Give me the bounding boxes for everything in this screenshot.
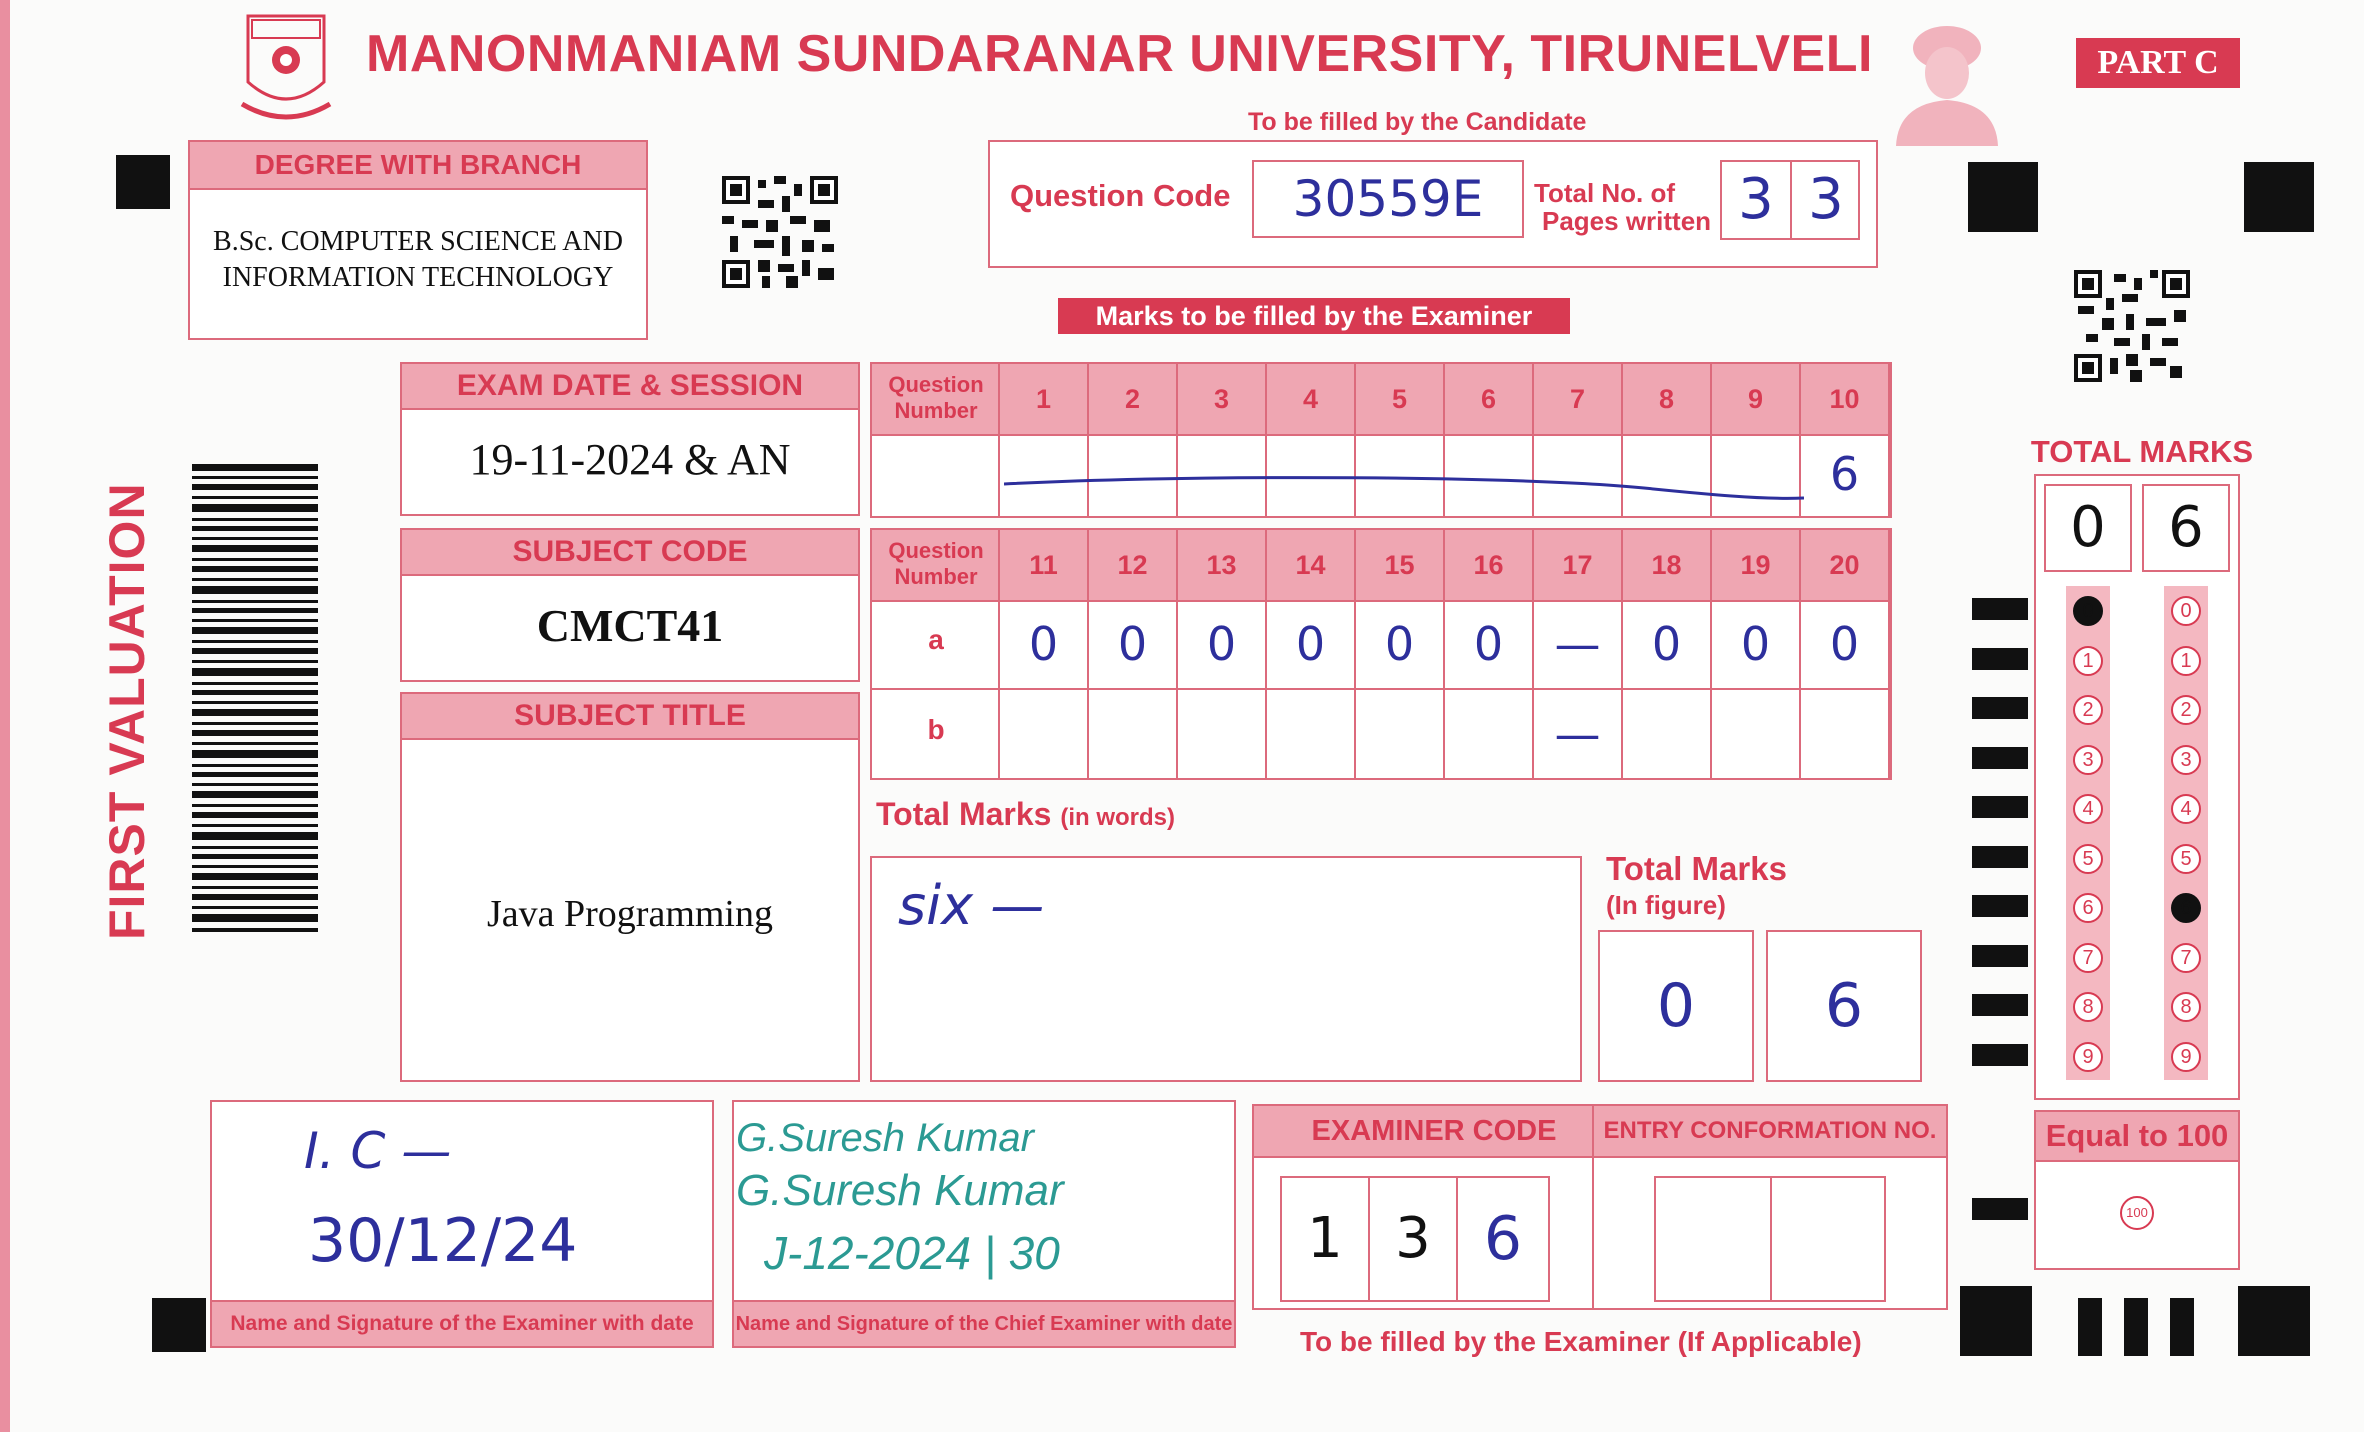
university-title: MANONMANIAM SUNDARANAR UNIVERSITY, TIRUNELVELI <box>366 25 1873 83</box>
total-figure-digit-box <box>1598 930 1754 1082</box>
total-words-box <box>870 856 1582 1082</box>
pages-label-line1: Total No. of <box>1534 178 1676 208</box>
question-number: 8 <box>1658 384 1675 414</box>
mark-cell[interactable]: — <box>1554 617 1601 671</box>
omr-digit: 0 <box>2070 495 2106 560</box>
timing-mark <box>1972 747 2028 769</box>
omr-digit-box <box>2044 484 2132 572</box>
subject-title-box <box>400 692 860 1082</box>
mark-cell[interactable]: 0 <box>1829 617 1860 671</box>
entry-conf-label: ENTRY CONFORMATION NO. <box>1594 1106 1946 1158</box>
question-code-label: Question Code <box>1010 178 1231 213</box>
registration-mark <box>116 155 170 209</box>
question-number: 1 <box>1035 384 1052 414</box>
entry-conf-digit <box>1772 1178 1884 1300</box>
timing-mark <box>1972 846 2028 868</box>
mark-cell[interactable]: — <box>1554 707 1601 761</box>
omr-bubble[interactable]: 4 <box>2171 794 2201 824</box>
timing-mark <box>1972 697 2028 719</box>
barcode <box>192 464 318 934</box>
entry-conf-digits <box>1654 1176 1886 1302</box>
omr-bubble[interactable]: 7 <box>2171 943 2201 973</box>
timing-bar <box>2078 1298 2102 1356</box>
omr-bubble[interactable]: 0 <box>2171 596 2201 626</box>
candidate-note: To be filled by the Candidate <box>1248 108 1587 136</box>
exam-date-box <box>400 362 860 516</box>
grid-line <box>1888 530 1890 778</box>
question-number: 10 <box>1829 384 1860 414</box>
timing-mark <box>1972 945 2028 967</box>
examiner-date: 30/12/24 <box>308 1206 578 1276</box>
table1-qlabel-1: Question <box>888 372 984 397</box>
mark-cell[interactable]: 0 <box>1740 617 1771 671</box>
examiner-signature: I. C — <box>304 1122 452 1180</box>
timing-mark <box>1972 1198 2028 1220</box>
chief-signature-box <box>732 1100 1236 1348</box>
registration-mark <box>152 1298 206 1352</box>
omr-bubble[interactable]: 9 <box>2073 1042 2103 1072</box>
footer-note: To be filled by the Examiner (If Applicable) <box>1300 1326 1862 1357</box>
part-badge: PART C <box>2076 38 2240 88</box>
timing-bar <box>2170 1298 2194 1356</box>
total-words-label <box>876 796 1175 833</box>
question-number: 14 <box>1295 550 1326 580</box>
bubble-100: 100 <box>2120 1196 2154 1230</box>
omr-bubble[interactable]: 7 <box>2073 943 2103 973</box>
equal-100-box <box>2034 1110 2240 1270</box>
omr-bubble[interactable]: 6 <box>2073 893 2103 923</box>
timing-mark <box>1972 895 2028 917</box>
question-number: 12 <box>1117 550 1148 580</box>
total-words-value: six — <box>898 874 1045 937</box>
mark-cell[interactable] <box>1356 690 1443 778</box>
chief-signature-line: G.Suresh Kumar <box>736 1166 1064 1215</box>
chief-signature-line: J-12-2024 | 30 <box>764 1227 1060 1279</box>
exam-date-value: 19-11-2024 & AN <box>469 435 791 484</box>
mark-cell[interactable] <box>1801 690 1888 778</box>
timing-bar <box>2124 1298 2148 1356</box>
question-number: 20 <box>1829 550 1860 580</box>
pages-digit: 3 <box>1722 162 1792 238</box>
omr-bubble[interactable]: 2 <box>2073 695 2103 725</box>
founder-portrait <box>1888 18 2006 146</box>
degree-label: DEGREE WITH BRANCH <box>190 142 646 190</box>
examiner-caption: Name and Signature of the Examiner with date <box>212 1300 712 1346</box>
equal-100-label: Equal to 100 <box>2036 1112 2238 1162</box>
examiner-code-digits <box>1280 1176 1550 1302</box>
omr-bubble[interactable]: 1 <box>2073 646 2103 676</box>
mark-cell[interactable]: 6 <box>1829 447 1860 501</box>
degree-line2: INFORMATION TECHNOLOGY <box>222 262 614 293</box>
omr-bubble[interactable]: 5 <box>2073 844 2103 874</box>
omr-digit-box <box>2142 484 2230 572</box>
question-number: 9 <box>1747 384 1764 414</box>
mark-cell[interactable] <box>1000 690 1087 778</box>
omr-bubble[interactable]: 9 <box>2171 1042 2201 1072</box>
subject-title-value: Java Programming <box>486 893 773 935</box>
chief-caption: Name and Signature of the Chief Examiner with date <box>734 1300 1234 1346</box>
omr-box <box>2034 474 2240 1100</box>
mark-cell[interactable]: 0 <box>1473 617 1504 671</box>
subject-title-label: SUBJECT TITLE <box>402 694 858 740</box>
table1-qlabel-2: Number <box>894 398 978 423</box>
mark-cell[interactable] <box>1267 690 1354 778</box>
grid-line <box>1888 364 1890 516</box>
first-valuation-label: FIRST VALUATION <box>99 482 155 940</box>
total-words-sub: (in words) <box>1060 804 1175 831</box>
question-number: 13 <box>1206 550 1237 580</box>
mark-cell[interactable]: 0 <box>1117 617 1148 671</box>
omr-bubble[interactable]: 6 <box>2171 893 2201 923</box>
registration-mark <box>2244 162 2314 232</box>
question-code-value: 30559E <box>1252 160 1524 238</box>
question-number: 19 <box>1740 550 1771 580</box>
entry-conf-box <box>1592 1104 1948 1310</box>
examiner-code-box <box>1252 1104 1616 1310</box>
omr-bubble[interactable]: 8 <box>2073 992 2103 1022</box>
mark-cell[interactable] <box>1178 690 1265 778</box>
qr-code <box>722 176 838 288</box>
examiner-signature-box <box>210 1100 714 1348</box>
total-words-title: Total Marks <box>876 796 1052 832</box>
question-number: 4 <box>1302 384 1319 414</box>
mark-cell[interactable] <box>1712 690 1799 778</box>
mark-cell[interactable]: 0 <box>1206 617 1237 671</box>
registration-mark <box>1968 162 2038 232</box>
question-code-box <box>988 140 1878 268</box>
omr-bubble[interactable]: 3 <box>2171 745 2201 775</box>
mark-cell[interactable]: 0 <box>1295 617 1326 671</box>
examiner-code-digit: 6 <box>1483 1204 1523 1274</box>
mark-cell[interactable]: 0 <box>1028 617 1059 671</box>
question-number: 7 <box>1569 384 1586 414</box>
marks-table-2 <box>870 528 1892 780</box>
question-number: 16 <box>1473 550 1504 580</box>
omr-bubble[interactable]: 3 <box>2073 745 2103 775</box>
registration-mark <box>1960 1286 2032 1356</box>
page-edge <box>0 0 10 1432</box>
total-figure-digit-box <box>1766 930 1922 1082</box>
examiner-code-label: EXAMINER CODE <box>1254 1106 1614 1158</box>
omr-total-label: TOTAL MARKS <box>2030 434 2254 469</box>
qr-code <box>2074 270 2190 382</box>
entry-conf-digit <box>1656 1178 1772 1300</box>
omr-bubble[interactable]: 0 <box>2073 596 2103 626</box>
mark-cell[interactable] <box>1623 690 1710 778</box>
pages-digit-box <box>1720 160 1860 240</box>
pages-digit: 3 <box>1808 167 1844 232</box>
question-number: 11 <box>1029 550 1058 580</box>
examiner-banner: Marks to be filled by the Examiner <box>1058 298 1570 334</box>
subject-code-label: SUBJECT CODE <box>402 530 858 576</box>
subject-code-value: CMCT41 <box>536 600 724 651</box>
total-figure-label: Total Marks <box>1606 850 1787 887</box>
question-number: 5 <box>1391 384 1408 414</box>
question-number: 15 <box>1384 550 1415 580</box>
omr-digit: 6 <box>2168 495 2204 560</box>
total-figure-digit: 0 <box>1656 971 1696 1041</box>
timing-mark <box>1972 648 2028 670</box>
omr-bubble[interactable]: 5 <box>2171 844 2201 874</box>
timing-mark <box>1972 598 2028 620</box>
table2-qlabel-1: Question <box>888 538 984 563</box>
registration-mark <box>2238 1286 2310 1356</box>
question-number: 17 <box>1562 550 1593 580</box>
mark-cell[interactable] <box>1089 690 1176 778</box>
timing-mark <box>1972 1044 2028 1066</box>
total-figure-sub: (In figure) <box>1606 890 1726 920</box>
omr-bubble[interactable]: 4 <box>2073 794 2103 824</box>
question-number: 2 <box>1124 384 1141 414</box>
university-logo <box>238 12 334 124</box>
timing-mark <box>1972 796 2028 818</box>
subject-code-box <box>400 528 860 682</box>
mark-cell[interactable]: 0 <box>1384 617 1415 671</box>
question-number: 6 <box>1480 384 1497 414</box>
chief-signature-line: G.Suresh Kumar <box>736 1116 1034 1160</box>
exam-date-label: EXAM DATE & SESSION <box>402 364 858 410</box>
table2-qlabel-2: Number <box>894 564 978 589</box>
question-number: 18 <box>1651 550 1682 580</box>
mark-cell[interactable] <box>1445 690 1532 778</box>
degree-line1: B.Sc. COMPUTER SCIENCE AND <box>213 226 623 257</box>
omr-bubble[interactable]: 2 <box>2171 695 2201 725</box>
strike-through-line <box>1004 474 1804 514</box>
row-a-label: a <box>928 624 944 655</box>
row-b-label: b <box>927 714 945 745</box>
pages-label-line2: Pages written <box>1542 206 1712 236</box>
degree-box <box>188 140 648 340</box>
total-figure-digit: 6 <box>1824 971 1864 1041</box>
timing-mark <box>1972 994 2028 1016</box>
omr-bubble[interactable]: 1 <box>2171 646 2201 676</box>
examiner-code-digit: 1 <box>1282 1178 1370 1300</box>
question-number: 3 <box>1213 384 1230 414</box>
omr-bubble[interactable]: 8 <box>2171 992 2201 1022</box>
examiner-code-digit: 3 <box>1370 1178 1458 1300</box>
mark-cell[interactable]: 0 <box>1651 617 1682 671</box>
